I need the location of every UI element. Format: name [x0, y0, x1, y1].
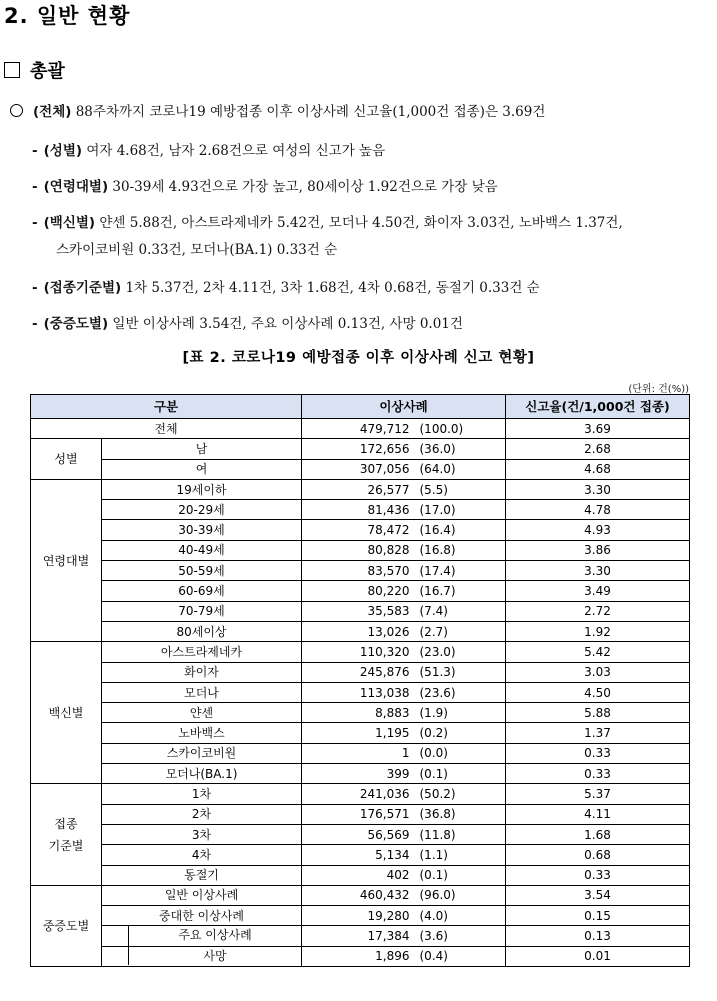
table-unit: (단위: 건(%)) [628, 384, 689, 395]
row-label: 동절기 [102, 865, 302, 885]
row-label: 주요 이상사례 [178, 928, 252, 943]
summary-bullet [32, 175, 498, 195]
table-row [31, 561, 690, 581]
table-row [31, 439, 690, 459]
bullet-text: 얀센 5.88건, 아스트라제네카 5.42건, 모더나 4.50건, 화이자 3.03건, 노바백스 1.37건, [99, 215, 623, 231]
table-row [31, 682, 690, 702]
row-count: 176,571 [302, 804, 414, 824]
row-percent: (51.3) [414, 662, 506, 682]
dash-bullet-icon: - [32, 280, 38, 296]
row-rate: 4.11 [506, 804, 690, 824]
summary-bullet [32, 211, 623, 231]
row-rate: 4.93 [506, 520, 690, 540]
table-row [31, 642, 690, 662]
row-rate: 0.68 [506, 845, 690, 865]
group-label: 연령대별 [31, 479, 102, 641]
row-count: 26,577 [302, 479, 414, 499]
row-rate: 1.92 [506, 621, 690, 641]
row-percent: (1.9) [414, 703, 506, 723]
row-rate: 4.68 [506, 459, 690, 479]
summary-bullet [32, 276, 540, 296]
summary-text: 88주차까지 코로나19 예방접종 이후 이상사례 신고율(1,000건 접종)은 3.69건 [75, 104, 546, 120]
row-rate: 2.72 [506, 601, 690, 621]
row-rate: 3.30 [506, 479, 690, 499]
row-count: 80,220 [302, 581, 414, 601]
row-count: 56,569 [302, 824, 414, 844]
row-count: 399 [302, 764, 414, 784]
row-label: 30-39세 [102, 520, 302, 540]
row-count: 81,436 [302, 500, 414, 520]
row-label: 남 [102, 439, 302, 459]
row-percent: (0.2) [414, 723, 506, 743]
bullet-continuation: 스카이코비원 0.33건, 모더나(BA.1) 0.33건 순 [56, 242, 338, 258]
row-rate: 2.68 [506, 439, 690, 459]
row-count: 83,570 [302, 561, 414, 581]
table-row [31, 703, 690, 723]
table-row [31, 926, 690, 946]
row-rate: 0.15 [506, 906, 690, 926]
row-percent: (0.4) [414, 946, 506, 966]
row-count: 19,280 [302, 906, 414, 926]
row-label: 60-69세 [102, 581, 302, 601]
row-percent: (0.1) [414, 865, 506, 885]
row-rate: 3.69 [506, 419, 690, 439]
row-percent: (23.6) [414, 682, 506, 702]
row-count: 479,712 [302, 419, 414, 439]
row-rate: 0.33 [506, 743, 690, 763]
row-label: 모더나(BA.1) [102, 764, 302, 784]
checkbox-square-icon [4, 62, 20, 78]
bullet-text: 여자 4.68건, 남자 2.68건으로 여성의 신고가 높음 [86, 143, 386, 159]
row-label: 2차 [102, 804, 302, 824]
row-label: 1차 [102, 784, 302, 804]
row-rate: 0.13 [506, 926, 690, 946]
row-label: 사망 [203, 949, 227, 964]
page-title: 2. 일반 현황 [4, 4, 131, 28]
row-count: 78,472 [302, 520, 414, 540]
row-label: 아스트라제네카 [102, 642, 302, 662]
indented-label-cell [102, 946, 302, 966]
table-row [31, 601, 690, 621]
row-count: 245,876 [302, 662, 414, 682]
row-rate: 3.86 [506, 540, 690, 560]
row-rate: 0.01 [506, 946, 690, 966]
row-percent: (36.8) [414, 804, 506, 824]
table-row [31, 540, 690, 560]
table-row [31, 723, 690, 743]
group-label: 성별 [31, 439, 102, 480]
row-label: 노바백스 [102, 723, 302, 743]
summary-label: (전체) [33, 104, 72, 120]
dash-bullet-icon: - [32, 143, 38, 159]
table-row [31, 743, 690, 763]
table-row [31, 845, 690, 865]
header-category: 구분 [31, 395, 302, 419]
bullet-label: (중증도별) [43, 316, 109, 332]
row-label: 전체 [31, 419, 302, 439]
row-count: 110,320 [302, 642, 414, 662]
row-label: 20-29세 [102, 500, 302, 520]
header-count: 이상사례 [302, 395, 506, 419]
group-label: 백신별 [31, 642, 102, 784]
table-row [31, 479, 690, 499]
row-rate: 5.88 [506, 703, 690, 723]
row-rate: 0.33 [506, 865, 690, 885]
summary-bullet [32, 139, 385, 159]
table-caption: [표 2. 코로나19 예방접종 이후 이상사례 신고 현황] [182, 350, 535, 366]
row-count: 17,384 [302, 926, 414, 946]
indent-spacer [102, 947, 129, 965]
row-percent: (2.7) [414, 621, 506, 641]
row-count: 1,195 [302, 723, 414, 743]
row-label: 3차 [102, 824, 302, 844]
row-rate: 3.49 [506, 581, 690, 601]
table-row [31, 520, 690, 540]
row-label: 중대한 이상사례 [102, 906, 302, 926]
bullet-label: (성별) [43, 143, 83, 159]
table-row [31, 459, 690, 479]
row-label: 모더나 [102, 682, 302, 702]
row-percent: (7.4) [414, 601, 506, 621]
row-count: 13,026 [302, 621, 414, 641]
header-rate: 신고율(건/1,000건 접종) [506, 395, 690, 419]
row-label: 일반 이상사례 [102, 885, 302, 905]
row-label: 화이자 [102, 662, 302, 682]
row-percent: (96.0) [414, 885, 506, 905]
row-percent: (16.8) [414, 540, 506, 560]
row-count: 1,896 [302, 946, 414, 966]
row-percent: (1.1) [414, 845, 506, 865]
row-count: 35,583 [302, 601, 414, 621]
table-row [31, 824, 690, 844]
section-heading [4, 57, 65, 83]
summary-bullet [32, 312, 463, 332]
table-row [31, 784, 690, 804]
row-count: 307,056 [302, 459, 414, 479]
row-count: 8,883 [302, 703, 414, 723]
row-percent: (64.0) [414, 459, 506, 479]
row-label: 19세이하 [102, 479, 302, 499]
row-percent: (16.7) [414, 581, 506, 601]
row-label: 얀센 [102, 703, 302, 723]
bullet-text: 일반 이상사례 3.54건, 주요 이상사례 0.13건, 사망 0.01건 [112, 316, 463, 332]
table-row [31, 804, 690, 824]
row-count: 5,134 [302, 845, 414, 865]
row-rate: 4.50 [506, 682, 690, 702]
row-percent: (4.0) [414, 906, 506, 926]
row-rate: 3.54 [506, 885, 690, 905]
row-label: 80세이상 [102, 621, 302, 641]
row-count: 460,432 [302, 885, 414, 905]
row-count: 241,036 [302, 784, 414, 804]
dash-bullet-icon: - [32, 316, 38, 332]
row-rate: 1.68 [506, 824, 690, 844]
row-rate: 3.03 [506, 662, 690, 682]
row-percent: (0.0) [414, 743, 506, 763]
row-count: 172,656 [302, 439, 414, 459]
row-rate: 0.33 [506, 764, 690, 784]
row-label: 70-79세 [102, 601, 302, 621]
row-rate: 5.42 [506, 642, 690, 662]
table-row [31, 621, 690, 641]
bullet-label: (접종기준별) [43, 280, 122, 296]
table-header-row [31, 395, 690, 419]
table-row [31, 885, 690, 905]
table-row [31, 946, 690, 966]
table-row [31, 662, 690, 682]
row-percent: (5.5) [414, 479, 506, 499]
table-row [31, 500, 690, 520]
bullet-text: 30-39세 4.93건으로 가장 높고, 80세이상 1.92건으로 가장 낮음 [112, 179, 498, 195]
table-row [31, 764, 690, 784]
row-rate: 1.37 [506, 723, 690, 743]
bullet-label: (백신별) [43, 215, 96, 231]
row-percent: (17.0) [414, 500, 506, 520]
row-rate: 3.30 [506, 561, 690, 581]
row-count: 402 [302, 865, 414, 885]
indent-spacer [102, 926, 129, 945]
row-rate: 5.37 [506, 784, 690, 804]
bullet-text: 1차 5.37건, 2차 4.11건, 3차 1.68건, 4차 0.68건, 동절기 0.33건 순 [125, 280, 540, 296]
group-label: 접종 기준별 [31, 784, 102, 885]
row-rate: 4.78 [506, 500, 690, 520]
row-percent: (36.0) [414, 439, 506, 459]
row-percent: (0.1) [414, 764, 506, 784]
section-heading-text: 총괄 [30, 61, 65, 82]
table-row [31, 906, 690, 926]
indented-label-cell [102, 926, 302, 946]
row-percent: (50.2) [414, 784, 506, 804]
row-label: 스카이코비원 [102, 743, 302, 763]
table-row [31, 581, 690, 601]
row-label: 4차 [102, 845, 302, 865]
row-label: 여 [102, 459, 302, 479]
row-percent: (100.0) [414, 419, 506, 439]
dash-bullet-icon: - [32, 179, 38, 195]
row-count: 1 [302, 743, 414, 763]
row-percent: (3.6) [414, 926, 506, 946]
bullet-label: (연령대별) [43, 179, 109, 195]
dash-bullet-icon: - [32, 215, 38, 231]
table-row [31, 865, 690, 885]
circle-bullet-icon [10, 104, 23, 117]
row-percent: (16.4) [414, 520, 506, 540]
row-count: 113,038 [302, 682, 414, 702]
adverse-event-table [30, 394, 690, 967]
table-row-total [31, 419, 690, 439]
row-percent: (23.0) [414, 642, 506, 662]
row-label: 50-59세 [102, 561, 302, 581]
row-percent: (17.4) [414, 561, 506, 581]
summary-overall [10, 100, 545, 120]
row-count: 80,828 [302, 540, 414, 560]
group-label: 중증도별 [31, 885, 102, 966]
row-label: 40-49세 [102, 540, 302, 560]
row-percent: (11.8) [414, 824, 506, 844]
